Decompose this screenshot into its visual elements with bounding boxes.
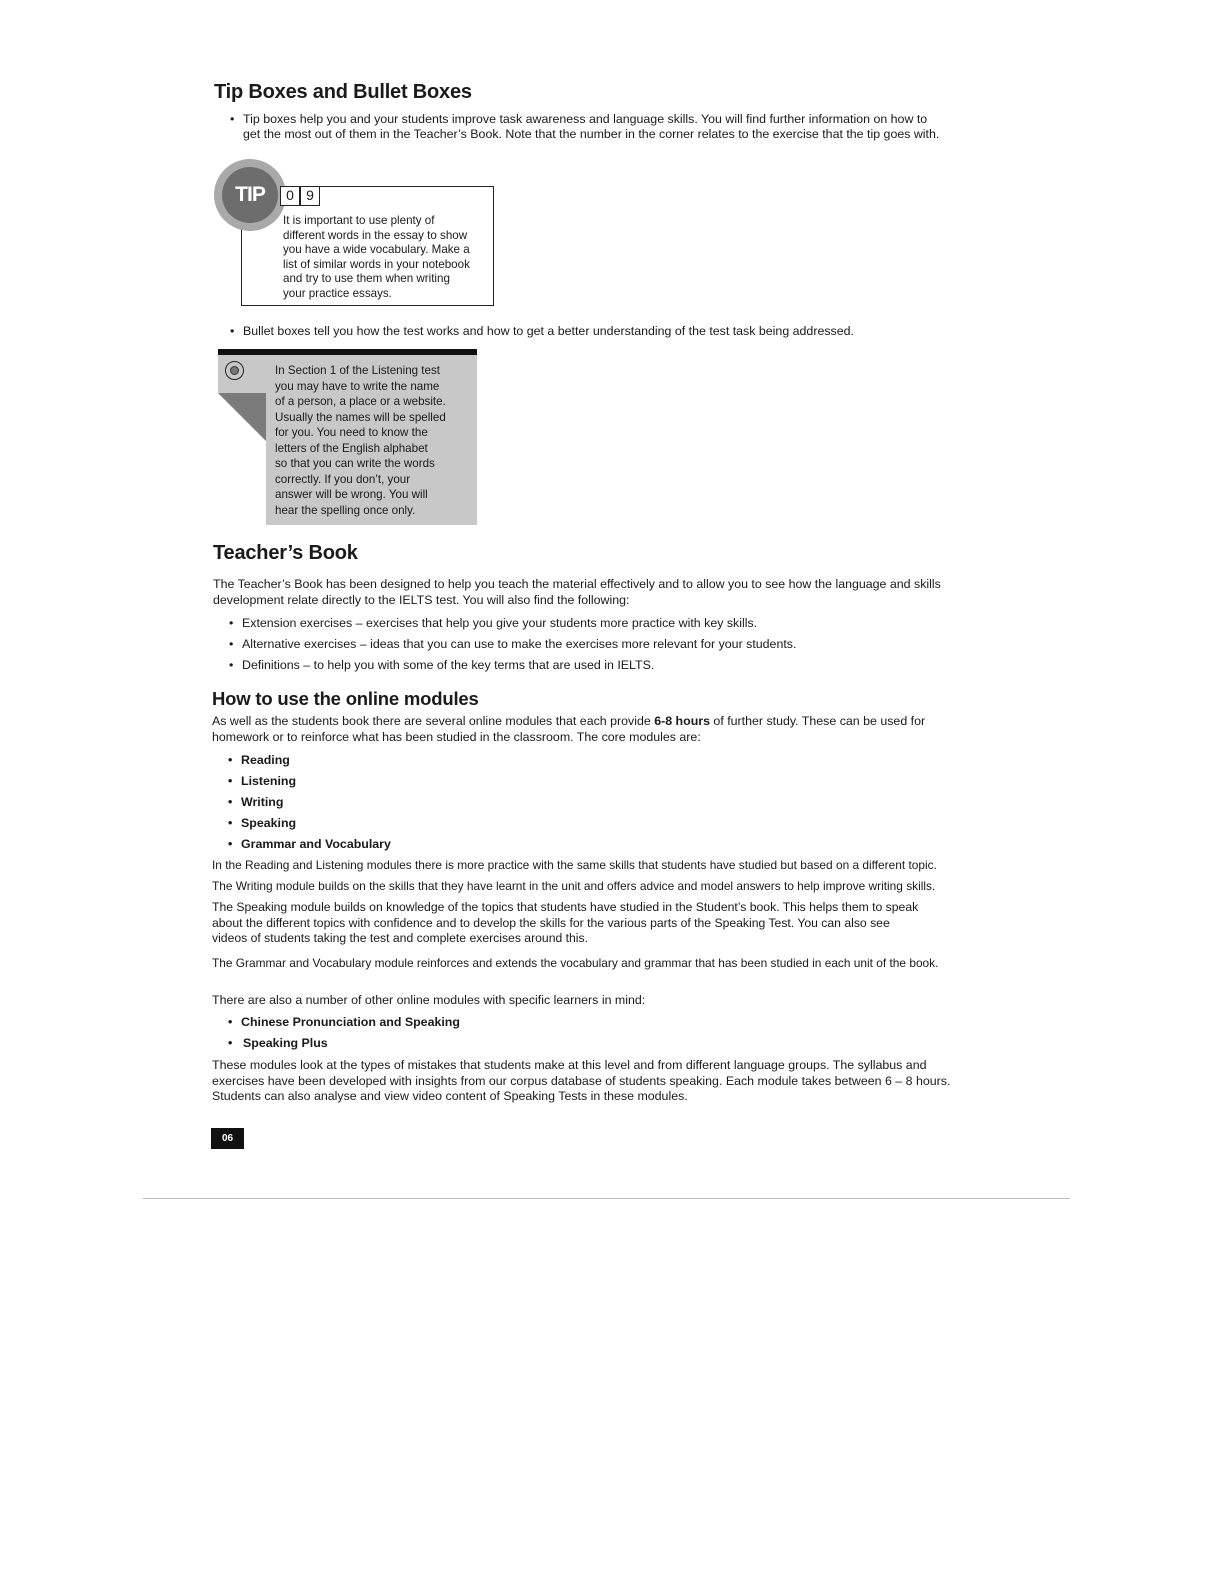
target-icon-center: [230, 366, 239, 375]
bullet-tip-boxes: • Tip boxes help you and your students improve task awareness and language skills. You will find further information on how to get the most out of them in the Teacher’s Book. Note that the number in the corner relates to the exercise that the tip goes with.: [230, 112, 940, 141]
module-item-chinese-pronunciation: • Chinese Pronunciation and Speaking: [228, 1015, 460, 1029]
paragraph-reading-listening: In the Reading and Listening modules there is more practice with the same skills that students have studied but based on a different topic.: [212, 858, 937, 872]
tip-exercise-digit-1: 0: [280, 186, 300, 206]
tip-text: It is important to use plenty of different words in the essay to show you have a wide vocabulary. Make a list of similar words in your notebook and try to use them when writing your practice essays.: [283, 214, 470, 300]
tip-badge: TIP: [222, 167, 278, 223]
bullet-dot: •: [230, 112, 235, 126]
paragraph-writing: The Writing module builds on the skills that they have learnt in the unit and offers advice and model answers to help improve writing skills.: [212, 879, 936, 893]
tip-exercise-digit-2: 9: [300, 186, 320, 206]
section-heading-tip-boxes: Tip Boxes and Bullet Boxes: [214, 81, 472, 103]
paragraph-closing: These modules look at the types of mistakes that students make at this level and from different language groups. The syllabus and exercises have been developed with insights from our corpus database of students speaking. Each module takes between 6 – 8 hours. Students can also analyse and view video content of Speaking Tests in these modules.: [212, 1058, 951, 1103]
list-item: • Alternative exercises – ideas that you can use to make the exercises more relevant for your students.: [229, 637, 797, 651]
bullet-box-text: In Section 1 of the Listening test you may have to write the name of a person, a place or a website. Usually the names will be spelled for you. You need to know the letters of the English alphabet so that you can write the words correctly. If you don’t, your answer will be wrong. You will hear the spelling once only.: [275, 364, 446, 517]
list-item: • Extension exercises – exercises that help you give your students more practice with key skills.: [229, 616, 758, 630]
section-heading-online-modules: How to use the online modules: [212, 688, 479, 709]
paragraph-speaking: The Speaking module builds on knowledge of the topics that students have studied in the Student’s book. This helps them to speak about the different topics with confidence and to develop the skills for the various parts of the Speaking Test. You can also see videos of students taking the test and complete exercises around this.: [212, 900, 919, 945]
module-item-reading: • Reading: [228, 753, 290, 767]
teachers-book-intro: The Teacher’s Book has been designed to help you teach the material effectively and to allow you to see how the language and skills development relate directly to the IELTS test. You will also find the following:: [213, 577, 941, 607]
module-item-speaking: • Speaking: [228, 816, 297, 830]
bullet-bullet-boxes: • Bullet boxes tell you how the test works and how to get a better understanding of the test task being addressed.: [230, 324, 854, 338]
section-heading-teachers-book: Teacher’s Book: [213, 542, 358, 564]
list-item: • Definitions – to help you with some of the key terms that are used in IELTS.: [229, 658, 655, 672]
module-item-grammar-vocabulary: • Grammar and Vocabulary: [228, 837, 391, 851]
other-modules-intro: There are also a number of other online modules with specific learners in mind:: [212, 993, 646, 1007]
bullet-dot: •: [230, 324, 235, 338]
paragraph-grammar-vocabulary: The Grammar and Vocabulary module reinforces and extends the vocabulary and grammar that has been studied in each unit of the book.: [212, 956, 939, 970]
page-divider: [143, 1198, 1070, 1199]
module-item-speaking-plus: • Speaking Plus: [228, 1036, 328, 1050]
page-number-badge: 06: [211, 1128, 244, 1149]
online-modules-intro: As well as the students book there are several online modules that each provide 6-8 hours of further study. These can be used for homework or to reinforce what has been studied in the classroom. The core modules are:: [212, 714, 926, 744]
bullet-box-fold-shape: [218, 393, 266, 441]
module-item-listening: • Listening: [228, 774, 297, 788]
module-item-writing: • Writing: [228, 795, 284, 809]
